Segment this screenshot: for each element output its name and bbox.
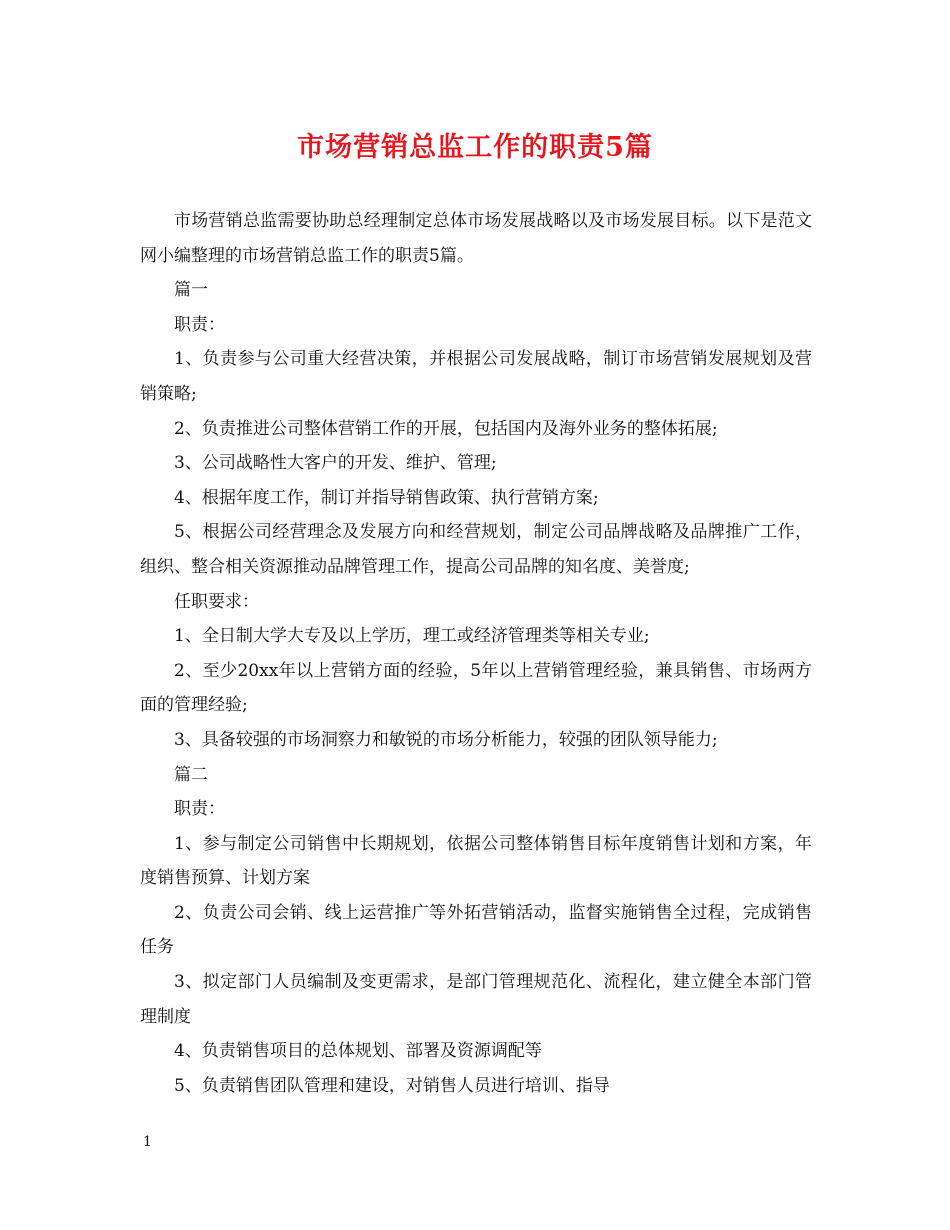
list-item: 1、参与制定公司销售中长期规划，依据公司整体销售目标年度销售计划和方案，年度销售预算、计划方案 xyxy=(140,833,812,889)
list-item: 1、负责参与公司重大经营决策，并根据公司发展战略，制订市场营销发展规划及营销策略; xyxy=(140,349,812,404)
document-body xyxy=(140,204,812,1103)
list-item: 4、负责销售项目的总体规划、部署及资源调配等 xyxy=(174,1041,542,1062)
responsibilities-label: 职责： xyxy=(174,314,225,335)
list-item: 1、全日制大学大专及以上学历，理工或经济管理类等相关专业; xyxy=(174,626,650,647)
list-item: 2、负责推进公司整体营销工作的开展，包括国内及海外业务的整体拓展; xyxy=(174,418,718,439)
document-title: 市场营销总监工作的职责5篇 xyxy=(297,132,653,163)
section-heading-part-two: 篇二 xyxy=(174,764,208,785)
list-item: 4、根据年度工作，制订并指导销售政策、执行营销方案; xyxy=(174,487,599,508)
intro-paragraph: 市场营销总监需要协助总经理制定总体市场发展战略以及市场发展目标。以下是范文网小编整理的市场营销总监工作的职责5篇。 xyxy=(140,211,812,266)
list-item: 5、根据公司经营理念及发展方向和经营规划，制定公司品牌战略及品牌推广工作，组织、整合相关资源推动品牌管理工作，提高公司品牌的知名度、美誉度; xyxy=(140,522,812,577)
list-item: 3、具备较强的市场洞察力和敏锐的市场分析能力，较强的团队领导能力; xyxy=(174,729,718,750)
list-item: 2、负责公司会销、线上运营推广等外拓营销活动，监督实施销售全过程，完成销售任务 xyxy=(140,902,812,958)
list-item: 3、拟定部门人员编制及变更需求，是部门管理规范化、流程化，建立健全本部门管理制度 xyxy=(140,972,812,1027)
list-item: 3、公司战略性大客户的开发、维护、管理; xyxy=(174,453,497,474)
page-number: 1 xyxy=(143,1134,152,1150)
requirements-label: 任职要求： xyxy=(174,591,259,612)
responsibilities-label: 职责： xyxy=(174,799,225,820)
list-item: 5、负责销售团队管理和建设，对销售人员进行培训、指导 xyxy=(174,1075,610,1096)
list-item: 2、至少20xx年以上营销方面的经验，5年以上营销管理经验，兼具销售、市场两方面的管理经验; xyxy=(140,660,812,716)
section-heading-part-one: 篇一 xyxy=(174,280,208,301)
